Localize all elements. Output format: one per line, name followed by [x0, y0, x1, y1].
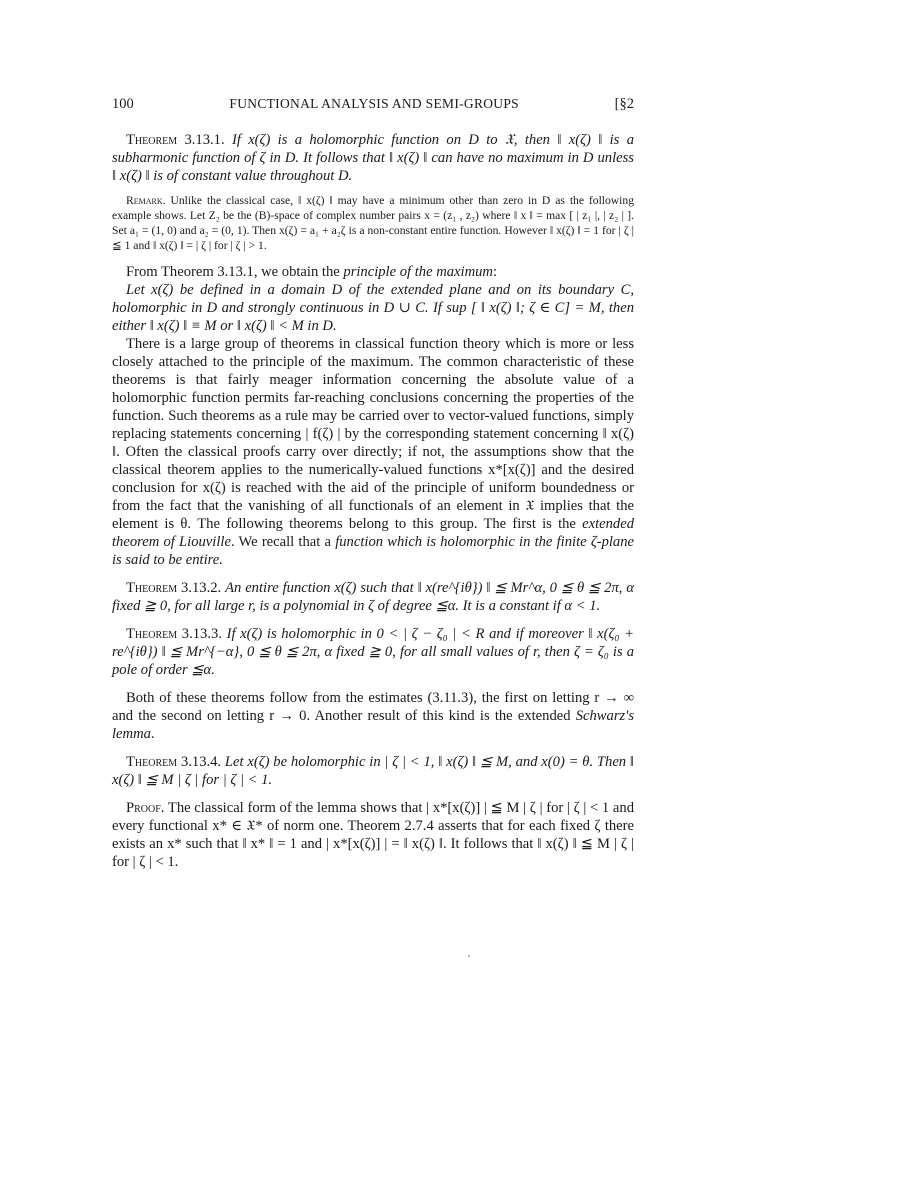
large-group-text: There is a large group of theorems in classical function theory which is more or less closely attached to the principle of the maximum. The common characteristic of these theorems is that fairly meager information concerning the absolute value of a holomorphic function permits far-reaching conclusions concerning the properties of the function. Such theorems as a rule may be carried over to vector-valued functions, simply replacing statements concerning | f(ζ) | by the corresponding statement concerning ‖ x(ζ) ‖. Often the classical proofs carry over directly; if not, the assumptions show that the classical theorem applies to the numerically-valued functions x*[x(ζ)] and the desired conclusion for x(ζ) is reached with the aid of the principle of uniform boundedness or from the fact that the vanishing of all functionals of an element in 𝔛 implies that the element is θ. The following theorems belong to this group. The first is the	[112, 336, 634, 532]
proof-label: Proof.	[126, 800, 165, 816]
theorem-label: Theorem 3.13.1.	[126, 132, 225, 148]
both-theorems-text: Both of these theorems follow from the estimates (3.11.3), the first on letting r → ∞ and the second on letting r → 0. Another result of this kind is the extended	[112, 690, 634, 724]
theorem-3-13-4	[112, 753, 634, 789]
maximum-intro-colon: :	[492, 264, 498, 280]
spacer	[112, 743, 634, 753]
page-number: 100	[112, 96, 134, 112]
theorem-3-13-3	[112, 625, 634, 679]
theorem-3-13-2	[112, 579, 634, 615]
large-group-text-mid: . We recall that a	[230, 534, 336, 550]
theorem-text: If x(ζ) is holomorphic in 0 < | ζ − ζ₀ | < R and if moreover ‖ x(ζ₀ + re^{iθ}) ‖ ≦ Mr^{−α}, 0 ≦ θ ≦ 2π, α fixed ≧ 0, for all small values of r, then ζ = ζ₀ is a pole of order ≦α.	[112, 626, 634, 678]
theorem-text: If x(ζ) is a holomorphic function on D to 𝔛, then ‖ x(ζ) ‖ is a subharmonic function of ζ in D. It follows that ‖ x(ζ) ‖ can have no maximum in D unless ‖ x(ζ) ‖ is of constant value throughout D.	[112, 132, 634, 184]
maximum-intro-emph: principle of the maximum	[343, 264, 493, 280]
proof-text: The classical form of the lemma shows that | x*[x(ζ)] | ≦ M | ζ | for | ζ | < 1 and every functional x* ∈ 𝔛* of norm one. Theorem 2.7.4 asserts that for each fixed ζ there exists an x* such that ‖ x* ‖ = 1 and | x*[x(ζ)] | = ‖ x(ζ) ‖. It follows that ‖ x(ζ) ‖ ≦ M | ζ | for | ζ | < 1.	[112, 800, 634, 870]
proof	[112, 799, 634, 871]
theorem-text: An entire function x(ζ) such that ‖ x(re^{iθ}) ‖ ≦ Mr^α, 0 ≦ θ ≦ 2π, α fixed ≧ 0, for all large r, is a polynomial in ζ of degree ≦α. It is a constant if α < 1.	[112, 580, 634, 614]
maximum-intro-text: From Theorem 3.13.1, we obtain the	[126, 264, 344, 280]
spacer	[112, 569, 634, 579]
theorem-3-13-1	[112, 131, 634, 185]
theorem-label: Theorem 3.13.3.	[126, 626, 222, 642]
spacer	[112, 615, 634, 625]
both-theorems-paragraph	[112, 689, 634, 743]
spacer	[112, 679, 634, 689]
maximum-statement	[112, 281, 634, 335]
both-theorems-period: .	[150, 726, 155, 742]
schwarz-lemma-emph: Schwarz's lemma	[112, 708, 634, 742]
theorem-label: Theorem 3.13.4.	[126, 754, 222, 770]
maximum-statement-text: Let x(ζ) be defined in a domain D of the extended plane and on its boundary C, holomorphic in D and strongly continuous in D ∪ C. If sup [ ‖ x(ζ) ‖; ζ ∈ C] = M, then either ‖ x(ζ) ‖ ≡ M or ‖ x(ζ) ‖ < M in D.	[112, 282, 634, 334]
scan-speck	[468, 955, 470, 957]
running-title: FUNCTIONAL ANALYSIS AND SEMI-GROUPS	[229, 96, 519, 111]
entire-definition-emph: function which is holomorphic in the finite ζ-plane is said to be entire.	[112, 534, 635, 568]
section-marker: [§2	[614, 96, 634, 112]
large-group-paragraph	[112, 335, 634, 569]
remark-text: Unlike the classical case, ‖ x(ζ) ‖ may have a minimum other than zero in D as the following example shows. Let Z₂ be the (B)-space of complex number pairs x = (z₁ , z₂) where ‖ x ‖ = max [ | z₁ |, | z₂ | ]. Set a₁ = (1, 0) and a₂ = (0, 1). Then x(ζ) = a₁ + a₂ζ is a non-constant entire function. However ‖ x(ζ) ‖ = 1 for | ζ | ≦ 1 and ‖ x(ζ) ‖ = | ζ | for | ζ | > 1.	[112, 194, 634, 252]
remark	[112, 193, 634, 253]
theorem-label: Theorem 3.13.2.	[126, 580, 222, 596]
running-head	[112, 96, 634, 113]
theorem-text: Let x(ζ) be holomorphic in | ζ | < 1, ‖ x(ζ) ‖ ≦ M, and x(0) = θ. Then ‖ x(ζ) ‖ ≦ M | ζ | for | ζ | < 1.	[112, 754, 634, 788]
maximum-intro	[112, 263, 634, 281]
spacer	[112, 789, 634, 799]
book-page	[112, 96, 634, 871]
remark-label: Remark.	[126, 194, 166, 207]
liouville-emph: extended theorem of Liouville	[112, 516, 634, 550]
